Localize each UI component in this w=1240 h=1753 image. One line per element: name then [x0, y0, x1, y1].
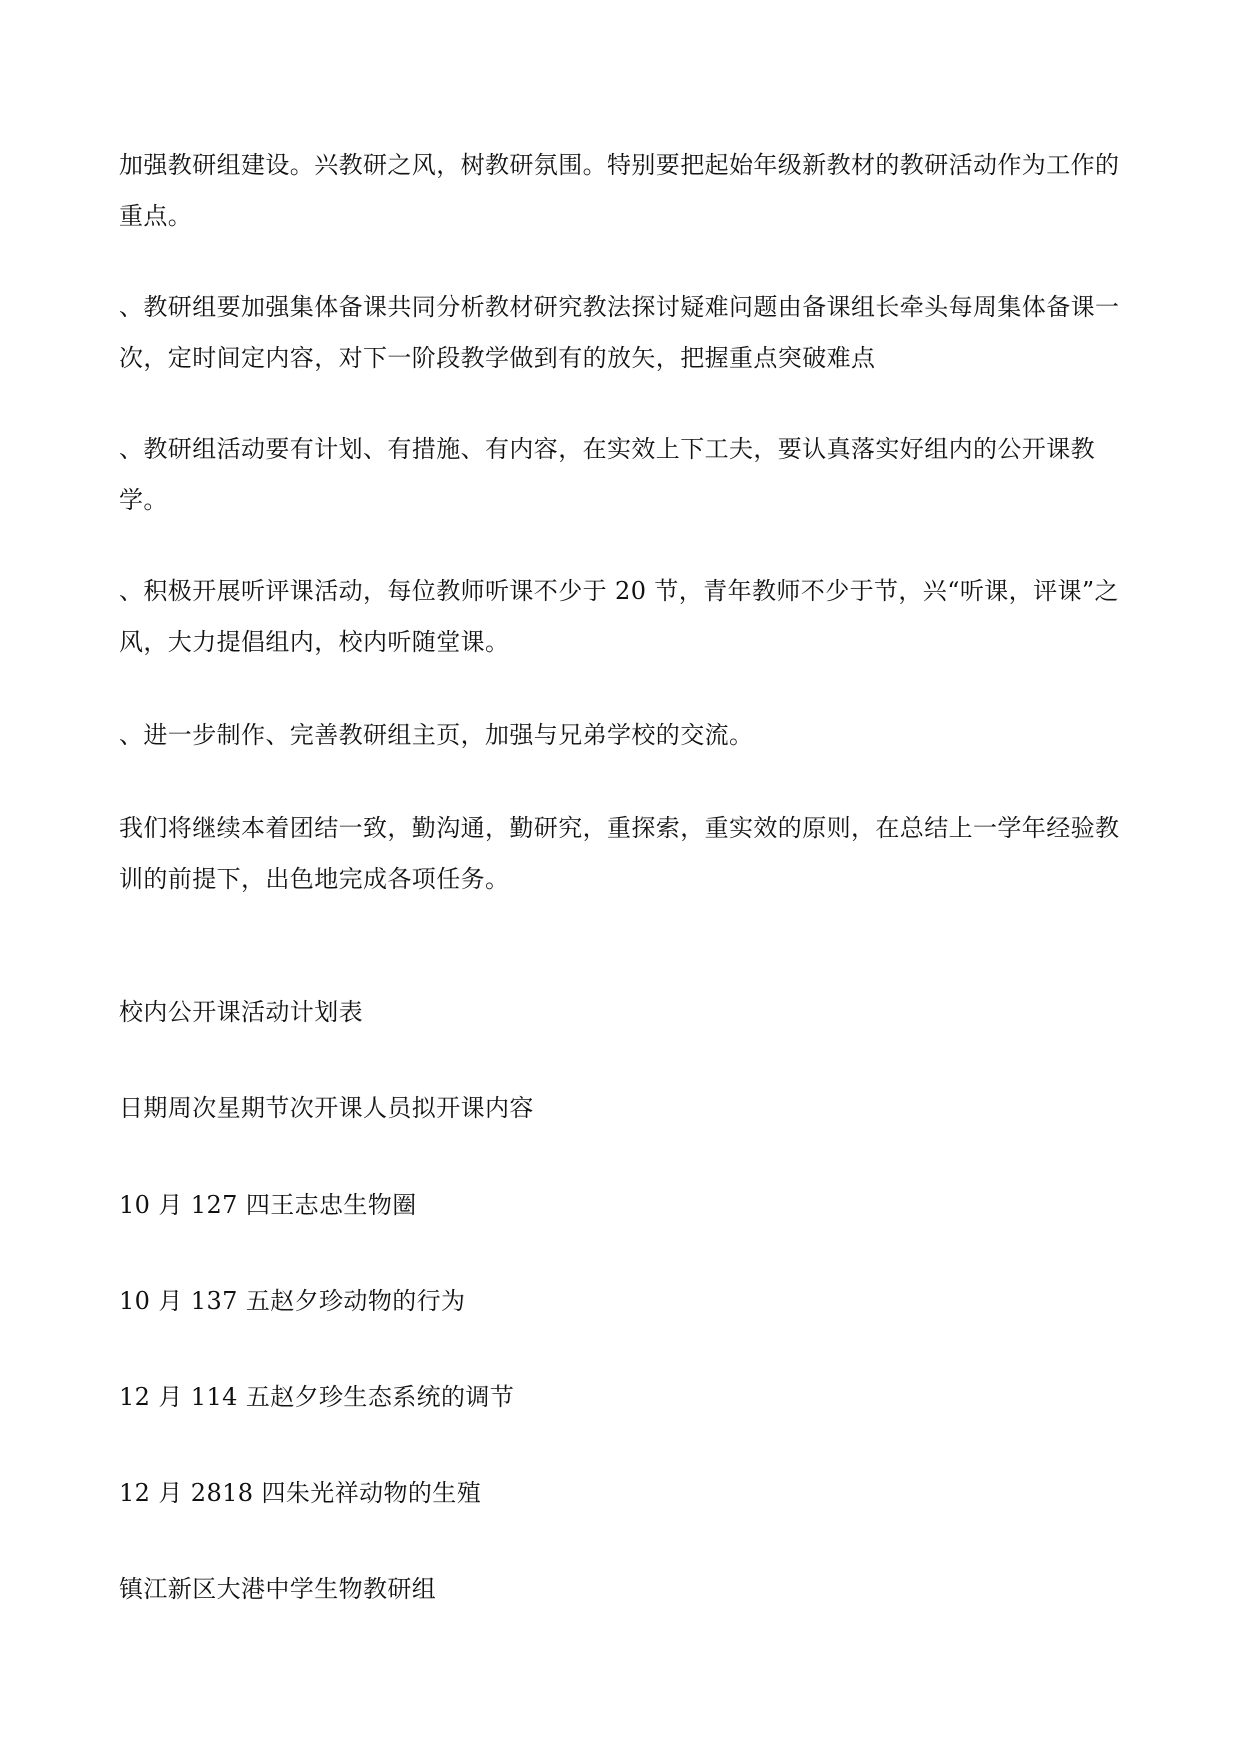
table-row: 12 月 114 五赵夕珍生态系统的调节	[119, 1383, 515, 1411]
paragraph-conclusion: 我们将继续本着团结一致，勤沟通，勤研究，重探索，重实效的原则，在总结上一学年经验教训的前提下，出色地完成各项任务。	[119, 814, 1120, 893]
table-row: 12 月 2818 四朱光祥动物的生殖	[119, 1479, 482, 1507]
table-header: 日期周次星期节次开课人员拟开课内容	[119, 1094, 534, 1122]
paragraph-research-group: 加强教研组建设。兴教研之风，树教研氛围。特别要把起始年级新教材的教研活动作为工作的重点。	[119, 151, 1120, 230]
table-title: 校内公开课活动计划表	[119, 998, 363, 1026]
paragraph-collective-lesson-prep: 、教研组要加强集体备课共同分析教材研究教法探讨疑难问题由备课组长牵头每周集体备课一次，定时间定内容，对下一阶段教学做到有的放矢，把握重点突破难点	[119, 293, 1120, 372]
signature: 镇江新区大港中学生物教研组	[119, 1575, 437, 1603]
paragraph-lesson-observation: 、积极开展听评课活动，每位教师听课不少于 20 节，青年教师不少于节，兴“听课，评课”之风，大力提倡组内，校内听随堂课。	[119, 577, 1119, 656]
table-row: 10 月 137 五赵夕珍动物的行为	[119, 1287, 466, 1315]
table-row: 10 月 127 四王志忠生物圈	[119, 1191, 417, 1219]
paragraph-homepage: 、进一步制作、完善教研组主页，加强与兄弟学校的交流。	[119, 721, 754, 749]
paragraph-group-activities: 、教研组活动要有计划、有措施、有内容，在实效上下工夫，要认真落实好组内的公开课教学。	[119, 435, 1095, 514]
